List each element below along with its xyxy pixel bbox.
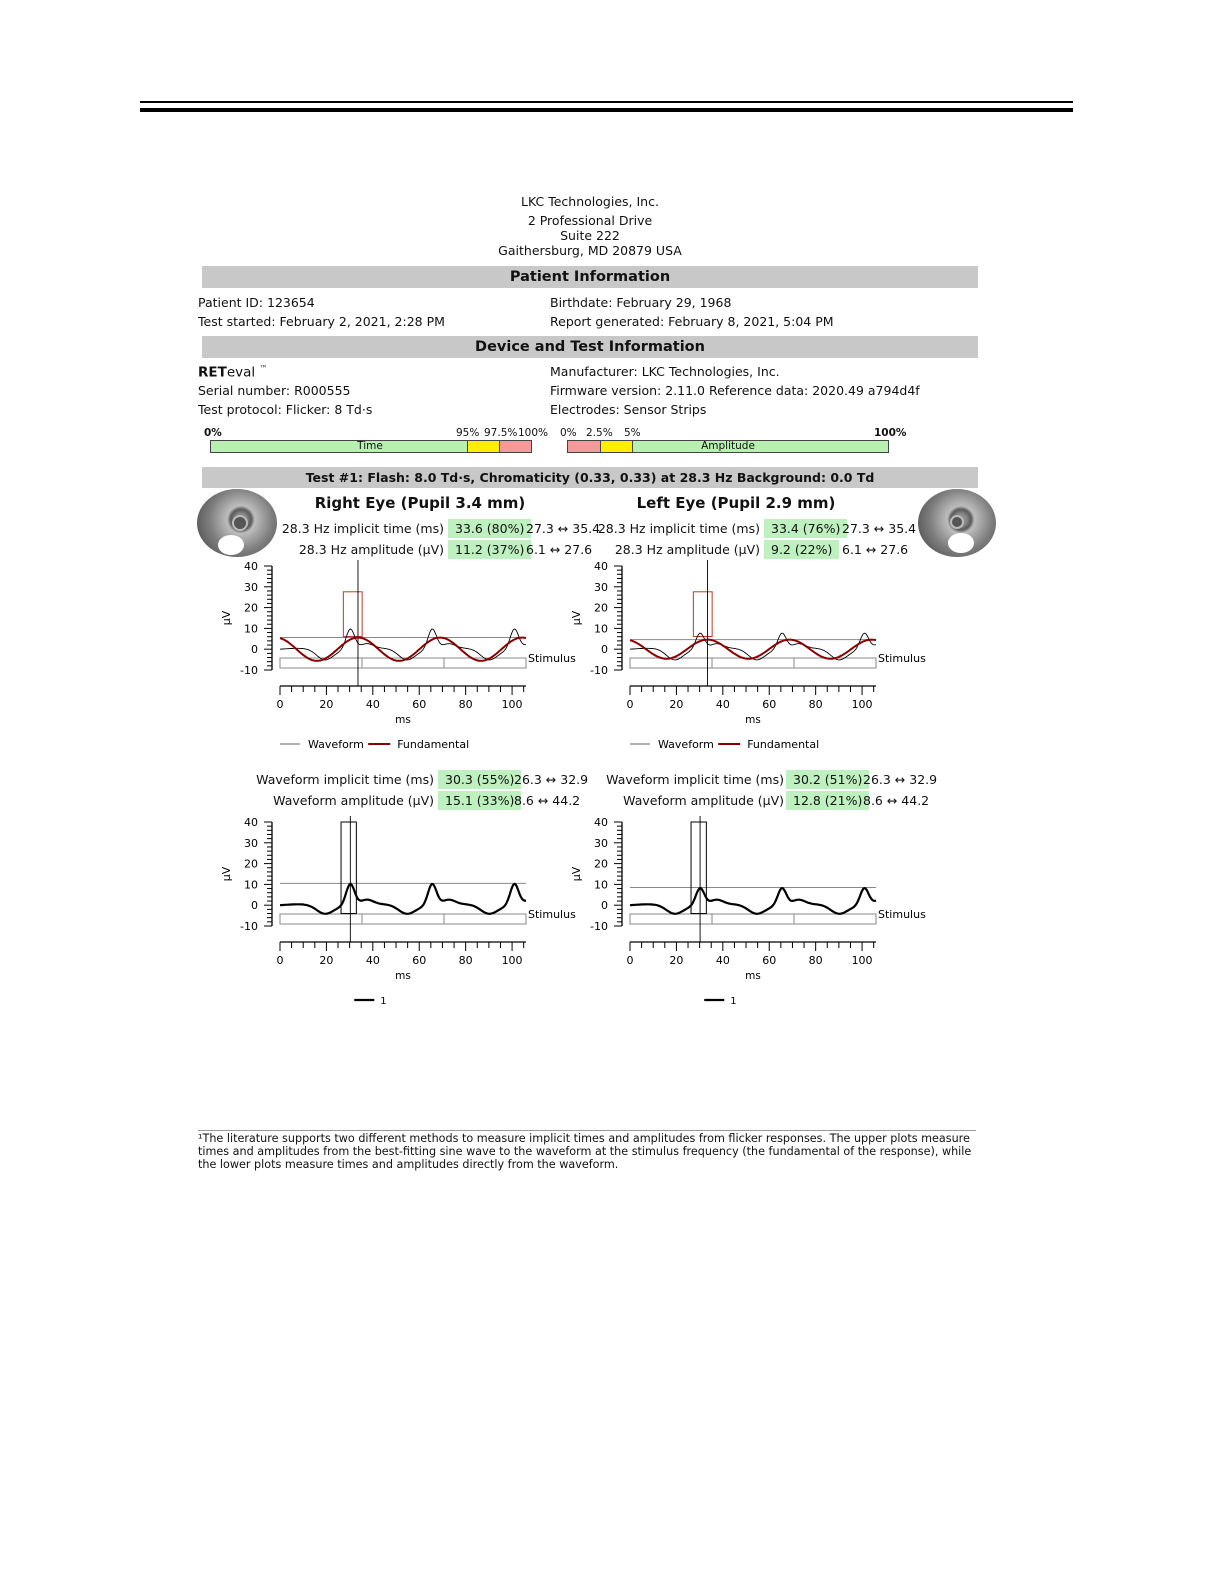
x-tick-label: 100 (851, 698, 873, 711)
y-tick-label: 20 (594, 857, 608, 871)
right-fund-amp-value: 11.2 (37%) (448, 540, 531, 559)
left-wave-amp-range: 8.6 ↔ 44.2 (863, 793, 930, 808)
manufacturer: Manufacturer: LKC Technologies, Inc. (550, 364, 780, 379)
waveform-series (280, 629, 526, 660)
time-scale-975: 97.5% (484, 427, 518, 439)
left-fund-amp-label: 28.3 Hz amplitude (µV) (614, 542, 760, 557)
left-fund-time-range: 27.3 ↔ 35.4 (842, 521, 917, 536)
waveform-series (630, 888, 876, 914)
y-tick-label: 20 (244, 857, 258, 871)
stimulus-segment (712, 658, 794, 668)
x-tick-label: 60 (412, 954, 427, 967)
y-tick-label: 0 (601, 899, 608, 913)
footnote: ¹The literature supports two different methods to measure implicit times and amplitudes from flicker responses. The upper plots measure times and amplitudes from the best-fitting sine wave to the waveform at the stimulus frequency (the fundamental of the response), while the lower plots measure times and amplitudes directly from the waveform. (198, 1132, 972, 1171)
y-tick-label: 30 (244, 836, 258, 850)
legend-label-waveform: Waveform (308, 738, 364, 751)
time-scale-red (499, 440, 532, 453)
legend-label-series: 1 (380, 996, 387, 1007)
legend-label-waveform: Waveform (658, 738, 714, 751)
amp-scale-0: 0% (560, 427, 577, 439)
stimulus-segment (280, 914, 362, 924)
left-wave-time-label: Waveform implicit time (ms) (606, 772, 784, 787)
stimulus-segment (794, 658, 876, 668)
time-scale-yellow (467, 440, 500, 453)
x-axis-label: ms (745, 970, 761, 982)
y-tick-label: 30 (244, 580, 258, 594)
y-tick-label: 30 (594, 580, 608, 594)
stimulus-label: Stimulus (528, 908, 576, 921)
right-fund-time-label: 28.3 Hz implicit time (ms) (281, 521, 444, 536)
x-tick-label: 60 (412, 698, 427, 711)
right-wave-time-range: 26.3 ↔ 32.9 (514, 772, 589, 787)
footnote-rule (198, 1130, 976, 1131)
right-wave-time-value: 30.3 (55%) (438, 770, 521, 789)
right-pupil (232, 515, 248, 531)
y-tick-label: 40 (244, 816, 258, 829)
x-tick-label: 100 (501, 954, 523, 967)
brand-trademark: ™ (259, 364, 268, 373)
x-tick-label: 40 (715, 698, 730, 711)
stimulus-label: Stimulus (878, 908, 926, 921)
address-line-2: Suite 222 (560, 228, 620, 243)
y-tick-label: 10 (594, 878, 608, 892)
right-wave-amp-range: 8.6 ↔ 44.2 (514, 793, 581, 808)
amp-scale-yellow (600, 440, 633, 453)
x-axis-label: ms (395, 714, 411, 726)
stimulus-segment (712, 914, 794, 924)
y-tick-label: 0 (251, 899, 258, 913)
fundamental-series (280, 638, 526, 661)
x-tick-label: 20 (319, 954, 334, 967)
right-fundamental-chart (218, 558, 588, 758)
right-electrode (218, 535, 244, 555)
right-fund-time-range: 27.3 ↔ 35.4 (526, 521, 601, 536)
x-tick-label: 40 (365, 698, 380, 711)
right-wave-time-label: Waveform implicit time (ms) (256, 772, 434, 787)
left-fund-time-value: 33.4 (76%) (764, 519, 847, 538)
y-tick-label: 0 (251, 643, 258, 657)
time-scale-0: 0% (204, 427, 222, 439)
y-tick-label: 10 (244, 622, 258, 636)
x-tick-label: 20 (669, 954, 684, 967)
right-eye-image (197, 489, 277, 557)
right-fund-time-value: 33.6 (80%) (448, 519, 531, 538)
x-tick-label: 0 (276, 698, 284, 711)
y-tick-label: 30 (594, 836, 608, 850)
brand-bold: RET (198, 364, 227, 381)
right-fund-amp-range: 6.1 ↔ 27.6 (526, 542, 593, 557)
x-tick-label: 0 (276, 954, 284, 967)
y-tick-label: -10 (240, 664, 258, 677)
x-tick-label: 80 (808, 698, 823, 711)
company-name: LKC Technologies, Inc. (521, 194, 659, 209)
x-axis-label: ms (745, 714, 761, 726)
amp-scale-100: 100% (874, 427, 907, 439)
left-wave-amp-label: Waveform amplitude (µV) (623, 793, 784, 808)
legend-label-fundamental: Fundamental (747, 738, 820, 751)
birthdate: Birthdate: February 29, 1968 (550, 295, 732, 310)
x-tick-label: 80 (808, 954, 823, 967)
y-tick-label: 0 (601, 643, 608, 657)
amp-scale-5: 5% (624, 427, 641, 439)
x-tick-label: 100 (501, 698, 523, 711)
test-protocol: Test protocol: Flicker: 8 Td·s (198, 402, 373, 417)
top-rule-thin (140, 101, 1073, 103)
normal-range-box (343, 592, 362, 637)
y-tick-label: 10 (244, 878, 258, 892)
y-tick-label: 20 (244, 601, 258, 615)
right-eye-title: Right Eye (Pupil 3.4 mm) (314, 494, 526, 512)
y-tick-label: 10 (594, 622, 608, 636)
x-tick-label: 20 (319, 698, 334, 711)
amp-scale-label: Amplitude (701, 440, 755, 452)
left-fund-amp-value: 9.2 (22%) (764, 540, 839, 559)
x-tick-label: 80 (458, 954, 473, 967)
time-scale-95: 95% (456, 427, 480, 439)
legend-label-fundamental: Fundamental (397, 738, 470, 751)
y-tick-label: 20 (594, 601, 608, 615)
right-wave-amp-value: 15.1 (33%) (438, 791, 521, 810)
test-started: Test started: February 2, 2021, 2:28 PM (198, 314, 445, 329)
y-tick-label: -10 (590, 920, 608, 933)
address-line-1: 2 Professional Drive (527, 213, 653, 228)
left-fund-amp-range: 6.1 ↔ 27.6 (842, 542, 909, 557)
electrodes: Electrodes: Sensor Strips (550, 402, 707, 417)
y-tick-label: 40 (594, 560, 608, 573)
amp-scale-red (567, 440, 601, 453)
y-axis-label: µV (570, 610, 583, 626)
x-axis-label: ms (395, 970, 411, 982)
left-wave-time-value: 30.2 (51%) (786, 770, 869, 789)
y-tick-label: 40 (594, 816, 608, 829)
left-fund-time-label: 28.3 Hz implicit time (ms) (597, 521, 760, 536)
left-pupil (950, 515, 964, 529)
stimulus-segment (630, 658, 712, 668)
x-tick-label: 40 (365, 954, 380, 967)
test-header: Test #1: Flash: 8.0 Td·s, Chromaticity (0.33, 0.33) at 28.3 Hz Background: 0.0 Td (202, 467, 978, 488)
waveform-series (280, 884, 526, 914)
left-waveform-chart (568, 814, 938, 1014)
time-scale-100: 100% (518, 427, 549, 439)
legend-label-series: 1 (730, 996, 737, 1007)
patient-id: Patient ID: 123654 (198, 295, 315, 310)
normal-range-box (693, 592, 712, 637)
x-tick-label: 20 (669, 698, 684, 711)
y-tick-label: -10 (590, 664, 608, 677)
y-axis-label: µV (220, 610, 233, 626)
right-waveform-chart (218, 814, 588, 1014)
x-tick-label: 80 (458, 698, 473, 711)
report-generated: Report generated: February 8, 2021, 5:04 PM (550, 314, 834, 329)
stimulus-label: Stimulus (528, 652, 576, 665)
left-electrode (948, 533, 974, 553)
x-tick-label: 60 (762, 954, 777, 967)
top-rule-thick (140, 108, 1073, 112)
stimulus-label: Stimulus (878, 652, 926, 665)
right-fund-amp-label: 28.3 Hz amplitude (µV) (298, 542, 444, 557)
x-tick-label: 40 (715, 954, 730, 967)
y-tick-label: 40 (244, 560, 258, 573)
x-tick-label: 100 (851, 954, 873, 967)
device-info-header: Device and Test Information (202, 336, 978, 358)
serial-number: Serial number: R000555 (198, 383, 351, 398)
x-tick-label: 60 (762, 698, 777, 711)
address-line-3: Gaithersburg, MD 20879 USA (498, 243, 682, 258)
left-eye-title: Left Eye (Pupil 2.9 mm) (636, 494, 836, 512)
stimulus-segment (794, 914, 876, 924)
x-tick-label: 0 (626, 698, 634, 711)
amp-scale-25: 2.5% (586, 427, 613, 439)
left-fundamental-chart (568, 558, 938, 758)
left-wave-time-range: 26.3 ↔ 32.9 (863, 772, 938, 787)
stimulus-segment (444, 914, 526, 924)
time-scale-label: Time (357, 440, 383, 452)
y-axis-label: µV (220, 866, 233, 882)
left-eye-image (918, 489, 996, 557)
firmware-version: Firmware version: 2.11.0 Reference data: 2020.49 a794d4f (550, 383, 920, 398)
device-brand (198, 364, 267, 381)
brand-rest: eval (226, 364, 256, 381)
x-tick-label: 0 (626, 954, 634, 967)
y-tick-label: -10 (240, 920, 258, 933)
patient-info-header: Patient Information (202, 266, 978, 288)
y-axis-label: µV (570, 866, 583, 882)
left-wave-amp-value: 12.8 (21%) (786, 791, 869, 810)
right-wave-amp-label: Waveform amplitude (µV) (273, 793, 434, 808)
stimulus-segment (362, 914, 444, 924)
